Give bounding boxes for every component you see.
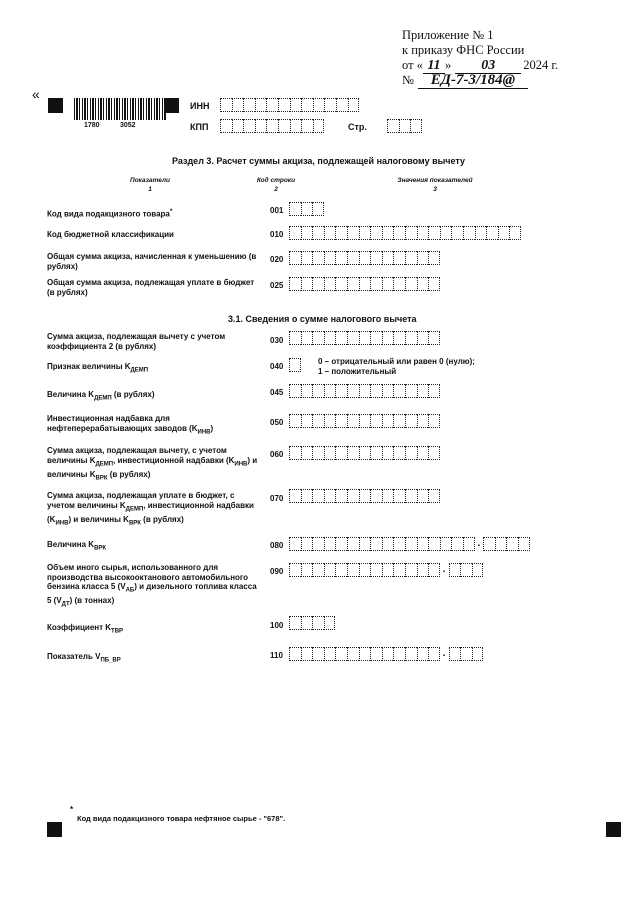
- page-field[interactable]: [387, 119, 422, 133]
- row-label: Общая сумма акциза, начисленная к уменьшению (в рублях): [47, 252, 257, 271]
- row-label: Величина $K_{ВРК}$: [47, 540, 107, 552]
- row-110-field[interactable]: .: [289, 647, 483, 661]
- row-label: Признак величины $K_{ДЕМП}$: [47, 362, 149, 374]
- row-050-field[interactable]: [289, 414, 440, 428]
- col-number: 3: [433, 186, 437, 193]
- row-060-field[interactable]: [289, 446, 440, 460]
- row-code: 040: [270, 362, 284, 371]
- row-code: 025: [270, 281, 284, 290]
- row-code: 090: [270, 567, 284, 576]
- corner-mark: «: [32, 86, 40, 102]
- row-label: Код бюджетной классификации: [47, 230, 174, 239]
- section-title: Раздел 3. Расчет суммы акциза, подлежащей налоговому вычету: [172, 156, 466, 166]
- row-code: 070: [270, 494, 284, 503]
- col-number: 1: [148, 186, 152, 193]
- kpp-label: КПП: [190, 122, 209, 132]
- subsection-title: 3.1. Сведения о сумме налогового вычета: [228, 314, 417, 324]
- number-value: ЕД-7-3/184@: [418, 73, 528, 89]
- row-code: 080: [270, 541, 284, 550]
- registration-mark: [48, 98, 63, 113]
- registration-mark: [47, 822, 62, 837]
- footnote-marker: *: [169, 208, 173, 215]
- barcode-right-number: 3052: [120, 122, 136, 129]
- barcode: [74, 98, 166, 120]
- row-code: 030: [270, 336, 284, 345]
- row-025-field[interactable]: [289, 277, 440, 291]
- row-code: 045: [270, 388, 284, 397]
- row-label: Коэффициент $K_{ТВР}$: [47, 623, 124, 635]
- order-date: от « 11 » 03 2024 г.: [402, 58, 559, 73]
- row-070-field[interactable]: [289, 489, 440, 503]
- kpp-field[interactable]: [220, 119, 324, 133]
- col-header-indicators: Показатели: [130, 177, 170, 184]
- col-header-values: Значения показателей: [397, 177, 473, 184]
- footnote: Код вида подакцизного товара нефтяное сырье - "678".: [77, 814, 286, 823]
- date-month: 03: [455, 58, 521, 74]
- row-code: 100: [270, 621, 284, 630]
- row-label: Инвестиционная надбавка для нефтеперерабатывающих заводов $(K_{ИНВ})$: [47, 414, 214, 436]
- row-045-field[interactable]: [289, 384, 440, 398]
- row-code: 050: [270, 418, 284, 427]
- row-label: Объем иного сырья, использованного для производства высокооктанового автомобильного бензина класса 5 $(V_{АБ})$ и дизельного топлива класса 5 $(V_{ДТ})$ (в тоннах): [47, 563, 257, 608]
- row-code: 001: [270, 206, 284, 215]
- row-code: 110: [270, 651, 283, 660]
- row-020-field[interactable]: [289, 251, 440, 265]
- inn-field[interactable]: [220, 98, 359, 112]
- date-day: 11: [423, 58, 445, 74]
- row-label: Сумма акциза, подлежащая вычету с учетом коэффициента 2 (в рублях): [47, 332, 226, 351]
- row-label: Показатель $V_{ПБ\_ВР}$: [47, 652, 121, 664]
- row-040-field[interactable]: [289, 358, 301, 372]
- row-label: Код вида подакцизного товара*: [47, 208, 173, 219]
- order-number: № ЕД-7-3/184@: [402, 73, 528, 89]
- registration-mark: [606, 822, 621, 837]
- row-label: Сумма акциза, подлежащая вычету, с учетом величины $K_{ДЕМП}$, инвестиционной надбавки $(K_{ИНВ})$ и величины $K_{ВРК}$ (в рублях): [47, 446, 258, 482]
- appendix-title: Приложение № 1: [402, 28, 494, 42]
- col-header-code: Код строки: [256, 177, 296, 184]
- row-code: 020: [270, 255, 284, 264]
- row-040-note: 0 – отрицательный или равен 0 (нулю); 1 – положительный: [318, 357, 475, 376]
- row-001-field[interactable]: [289, 202, 324, 216]
- row-code: 060: [270, 450, 284, 459]
- row-100-field[interactable]: [289, 616, 335, 630]
- row-090-field[interactable]: .: [289, 563, 483, 577]
- row-030-field[interactable]: [289, 331, 440, 345]
- order-line: к приказу ФНС России: [402, 43, 525, 57]
- row-label: Общая сумма акциза, подлежащая уплате в бюджет (в рублях): [47, 278, 255, 297]
- col-number: 2: [274, 186, 278, 193]
- row-010-field[interactable]: [289, 226, 521, 240]
- inn-label: ИНН: [190, 101, 210, 111]
- registration-mark: [164, 98, 179, 113]
- page-label: Стр.: [348, 122, 367, 132]
- row-label: Величина $K_{ДЕМП}$ (в рублях): [47, 390, 155, 402]
- row-label: Сумма акциза, подлежащая уплате в бюджет, с учетом величины $K_{ДЕМП}$, инвестиционной надбавки $(K_{ИНВ})$ и величины $K_{ВРК}$ (в рублях): [47, 491, 254, 527]
- row-080-field[interactable]: .: [289, 537, 530, 551]
- row-code: 010: [270, 230, 284, 239]
- footnote-marker: *: [70, 805, 74, 814]
- barcode-left-number: 1780: [84, 122, 100, 129]
